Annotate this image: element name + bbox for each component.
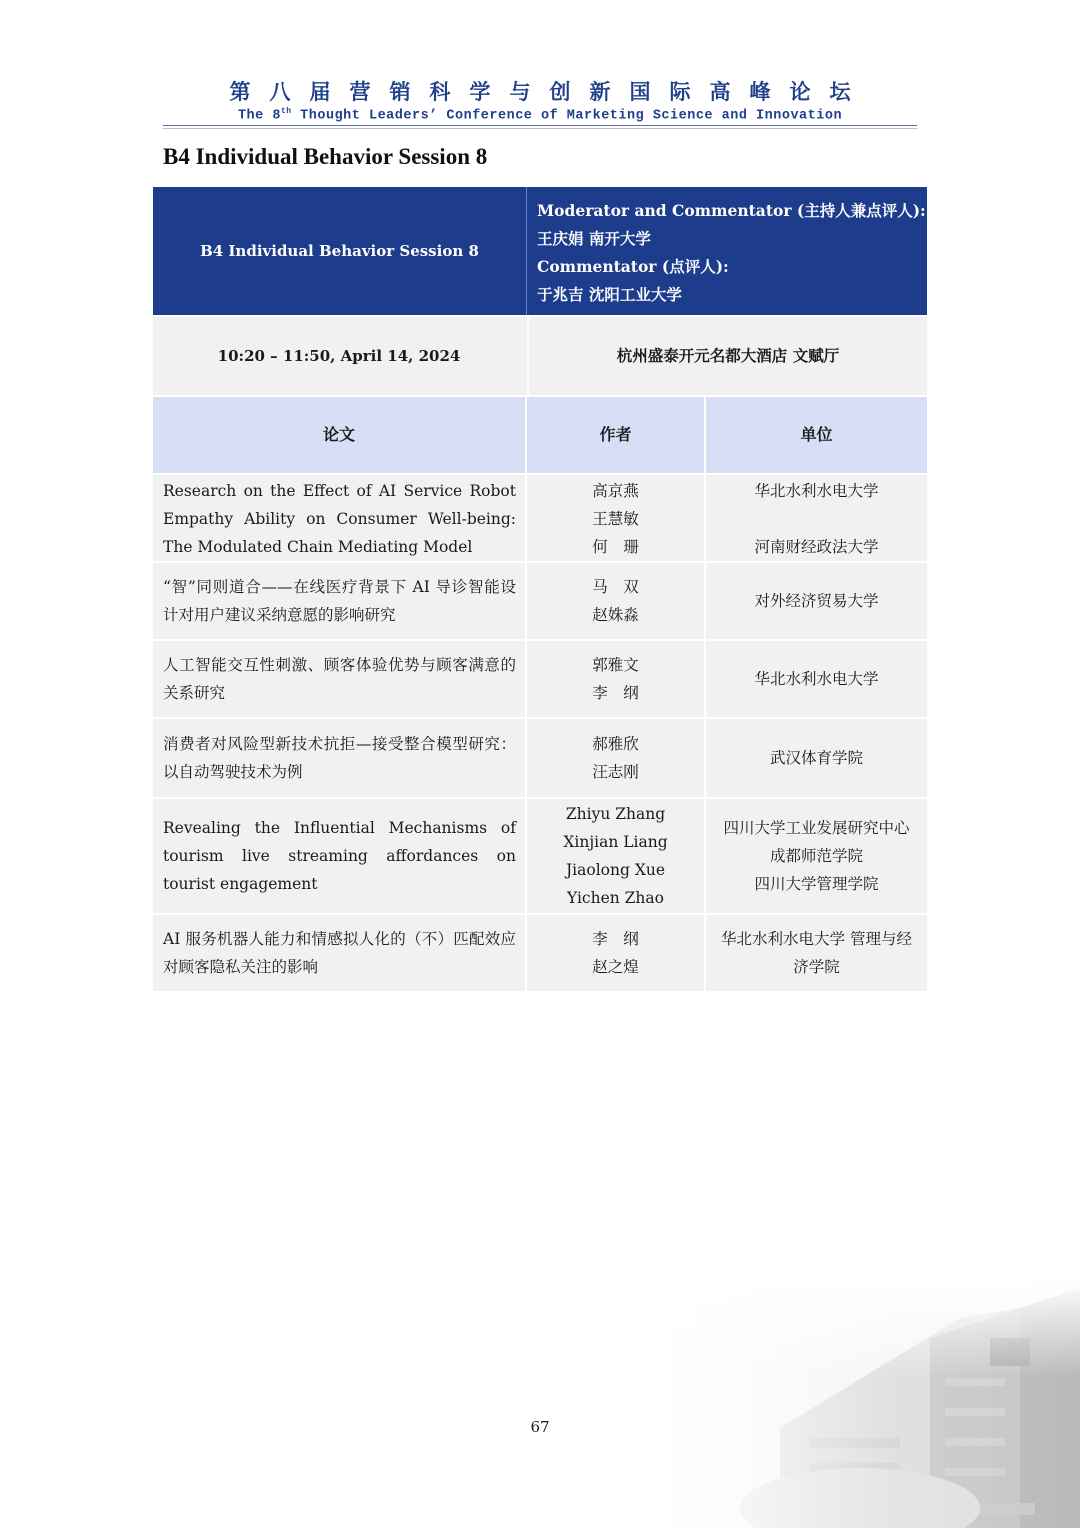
campus-building-photo bbox=[660, 1278, 1080, 1528]
author-name: Zhiyu Zhang bbox=[565, 805, 666, 823]
session-table bbox=[153, 0, 927, 1000]
affiliation-cell bbox=[706, 475, 927, 561]
authors-cell bbox=[527, 799, 704, 913]
page-number: 67 bbox=[530, 1418, 550, 1436]
author-name: 王慧敏 bbox=[592, 510, 639, 528]
paper-title: AI 服务机器人能力和情感拟人化的（不）匹配效应对顾客隐私关注的影响 bbox=[153, 915, 525, 991]
table-row bbox=[153, 641, 927, 717]
authors-cell bbox=[527, 719, 704, 797]
time-venue-row bbox=[153, 317, 927, 395]
affiliation-name: 武汉体育学院 bbox=[769, 749, 863, 767]
affiliation-cell bbox=[706, 719, 927, 797]
authors-cell bbox=[527, 563, 704, 639]
affiliation-name: 四川大学工业发展研究中心 bbox=[723, 819, 910, 837]
author-name: 李 纲 bbox=[592, 684, 639, 702]
affiliation-cell bbox=[706, 915, 927, 991]
paper-title: 消费者对风险型新技术抗拒—接受整合模型研究：以自动驾驶技术为例 bbox=[153, 719, 525, 797]
page-title: B4 Individual Behavior Session 8 bbox=[163, 144, 488, 169]
author-name: 李 纲 bbox=[592, 930, 639, 948]
conference-title-cn: 第八届营销科学与创新国际高峰论坛 bbox=[229, 79, 870, 104]
author-name: 汪志刚 bbox=[592, 763, 639, 781]
table-row bbox=[153, 475, 927, 561]
session-name: B4 Individual Behavior Session 8 bbox=[200, 242, 479, 260]
author-name: 郭雅文 bbox=[592, 656, 639, 674]
affiliation-name: 华北水利水电大学 bbox=[754, 482, 879, 500]
affiliation-name: 华北水利水电大学 管理与经济学院 bbox=[721, 930, 912, 976]
affiliation-cell bbox=[706, 641, 927, 717]
column-header-authors: 作者 bbox=[527, 397, 704, 473]
author-name: 郝雅欣 bbox=[592, 735, 639, 753]
session-time: 10:20 – 11:50, April 14, 2024 bbox=[217, 347, 461, 365]
affiliation-name: 四川大学管理学院 bbox=[754, 875, 879, 893]
affiliation-cell bbox=[706, 799, 927, 913]
paper-title: 人工智能交互性刺激、顾客体验优势与顾客满意的关系研究 bbox=[153, 641, 525, 717]
moderator-name: 王庆娟 南开大学 bbox=[537, 229, 651, 248]
table-row bbox=[153, 719, 927, 797]
authors-cell bbox=[527, 475, 704, 561]
author-name: Xinjian Liang bbox=[563, 833, 668, 851]
table-row bbox=[153, 563, 927, 639]
session-moderators bbox=[526, 187, 927, 315]
table-row bbox=[153, 799, 927, 913]
session-header-row bbox=[153, 187, 927, 315]
column-header-row bbox=[153, 397, 927, 473]
commentator-label: Commentator (点评人): bbox=[537, 257, 729, 276]
paper-title: “智”同则道合——在线医疗背景下 AI 导诊智能设计对用户建议采纳意愿的影响研究 bbox=[153, 563, 525, 639]
column-header-affiliation: 单位 bbox=[706, 397, 927, 473]
authors-cell bbox=[527, 915, 704, 991]
paper-title: Revealing the Influential Mechanisms of tourism live streaming affordances on tourist engagement bbox=[153, 799, 525, 913]
moderator-label: Moderator and Commentator (主持人兼点评人): bbox=[537, 201, 926, 220]
author-name: 马 双 bbox=[592, 578, 639, 596]
affiliation-name: 成都师范学院 bbox=[769, 847, 863, 865]
affiliation-name: 对外经济贸易大学 bbox=[754, 592, 879, 610]
table-row bbox=[153, 915, 927, 991]
commentator-name: 于兆吉 沈阳工业大学 bbox=[537, 285, 682, 304]
column-header-paper: 论文 bbox=[153, 397, 525, 473]
author-name: 赵姝淼 bbox=[592, 606, 639, 624]
author-name: 赵之煌 bbox=[592, 958, 639, 976]
affiliation-cell bbox=[706, 563, 927, 639]
affiliation-name: 华北水利水电大学 bbox=[754, 670, 879, 688]
building-illustration bbox=[660, 1278, 1080, 1528]
paper-title: Research on the Effect of AI Service Robot Empathy Ability on Consumer Well-being: The Modulated Chain Mediating Model bbox=[153, 475, 525, 561]
author-name: Yichen Zhao bbox=[567, 889, 664, 907]
author-name: 何 珊 bbox=[592, 538, 639, 556]
session-venue: 杭州盛泰开元名都大酒店 文赋厅 bbox=[527, 317, 927, 395]
conference-title-en: The 8th Thought Leaders’ Conference of Marketing Science and Innovation bbox=[237, 107, 843, 124]
authors-cell bbox=[527, 641, 704, 717]
author-name: Jiaolong Xue bbox=[565, 861, 666, 879]
affiliation-name: 河南财经政法大学 bbox=[754, 538, 879, 556]
author-name: 高京燕 bbox=[592, 482, 639, 500]
